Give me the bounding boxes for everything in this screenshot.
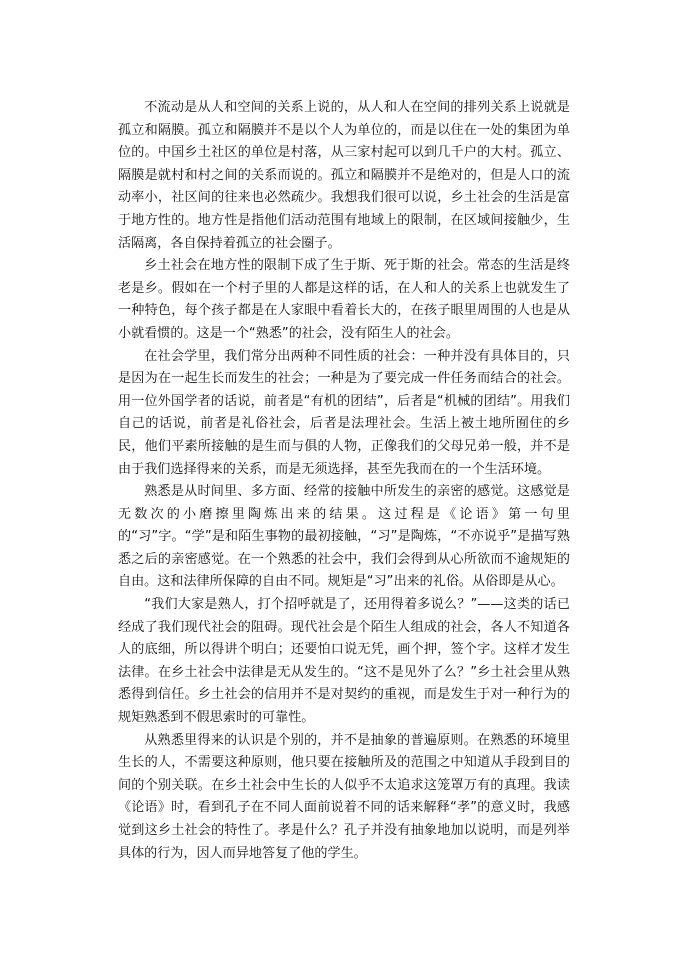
paragraph-5: “我们大家是熟人，打个招呼就是了，还用得着多说么？”——这类的话已经成了我们现代社会的阻碍。现代社会是个陌生人组成的社会，各人不知道各人的底细，所以得讲个明白；还要怕口说无凭，画个押，签个字。这样才发生法律。在乡土社会中法律是无从发生的。“这不是见外了么？”乡土社会里从熟悉得到信任。乡土社会的信用并不是对契约的重视，而是发生于对一种行为的规矩熟悉到不假思索时的可靠性。	[118, 597, 570, 726]
paragraph-1: 不流动是从人和空间的关系上说的，从人和人在空间的排列关系上说就是孤立和隔膜。孤立和隔膜并不是以个人为单位的，而是以住在一处的集团为单位的。中国乡土社区的单位是村落，从三家村起可以到几千户的大村。孤立、隔膜是就村和村之间的关系而说的。孤立和隔膜并不是绝对的，但是人口的流动率小，社区间的往来也必然疏少。我想我们很可以说，乡土社会的生活是富于地方性的。地方性是指他们活动范围有地域上的限制，在区域间接触少，生活隔离，各自保持着孤立的社会圈子。	[118, 100, 570, 251]
paragraph-4: 熟悉是从时间里、多方面、经常的接触中所发生的亲密的感觉。这感觉是无数次的小磨擦里陶炼出来的结果。这过程是《论语》第一句里的“习”字。“学”是和陌生事物的最初接触，“习”是陶炼，“不亦说乎”是描写熟悉之后的亲密感觉。在一个熟悉的社会中，我们会得到从心所欲而不逾规矩的自由。这和法律所保障的自由不同。规矩是“习”出来的礼俗。从俗即是从心。	[118, 484, 570, 590]
document-page	[118, 97, 570, 865]
paragraph-3: 在社会学里，我们常分出两种不同性质的社会：一种并没有具体目的，只是因为在一起生长而发生的社会；一种是为了要完成一件任务而结合的社会。用一位外国学者的话说，前者是“有机的团结”，后者是“机械的团结”。用我们自己的话说，前者是礼俗社会，后者是法理社会。生活上被土地所囿住的乡民，他们平素所接触的是生而与俱的人物，正像我们的父母兄弟一般，并不是由于我们选择得来的关系，而是无须选择，甚至先我而在的一个生活环境。	[118, 348, 570, 477]
paragraph-6: 从熟悉里得来的认识是个别的，并不是抽象的普遍原则。在熟悉的环境里生长的人，不需要这种原则，他只要在接触所及的范围之中知道从手段到目的间的个别关联。在乡土社会中生长的人似乎不太追求这笼罩万有的真理。我读《论语》时，看到孔子在不同人面前说着不同的话来解释“孝”的意义时，我感觉到这乡土社会的特性了。孝是什么？孔子并没有抽象地加以说明，而是列举具体的行为，因人而异地答复了他的学生。	[118, 732, 570, 861]
paragraph-2: 乡土社会在地方性的限制下成了生于斯、死于斯的社会。常态的生活是终老是乡。假如在一个村子里的人都是这样的话，在人和人的关系上也就发生了一种特色，每个孩子都是在人家眼中看着长大的，在孩子眼里周围的人也是从小就看惯的。这是一个“熟悉”的社会，没有陌生人的社会。	[118, 258, 570, 341]
